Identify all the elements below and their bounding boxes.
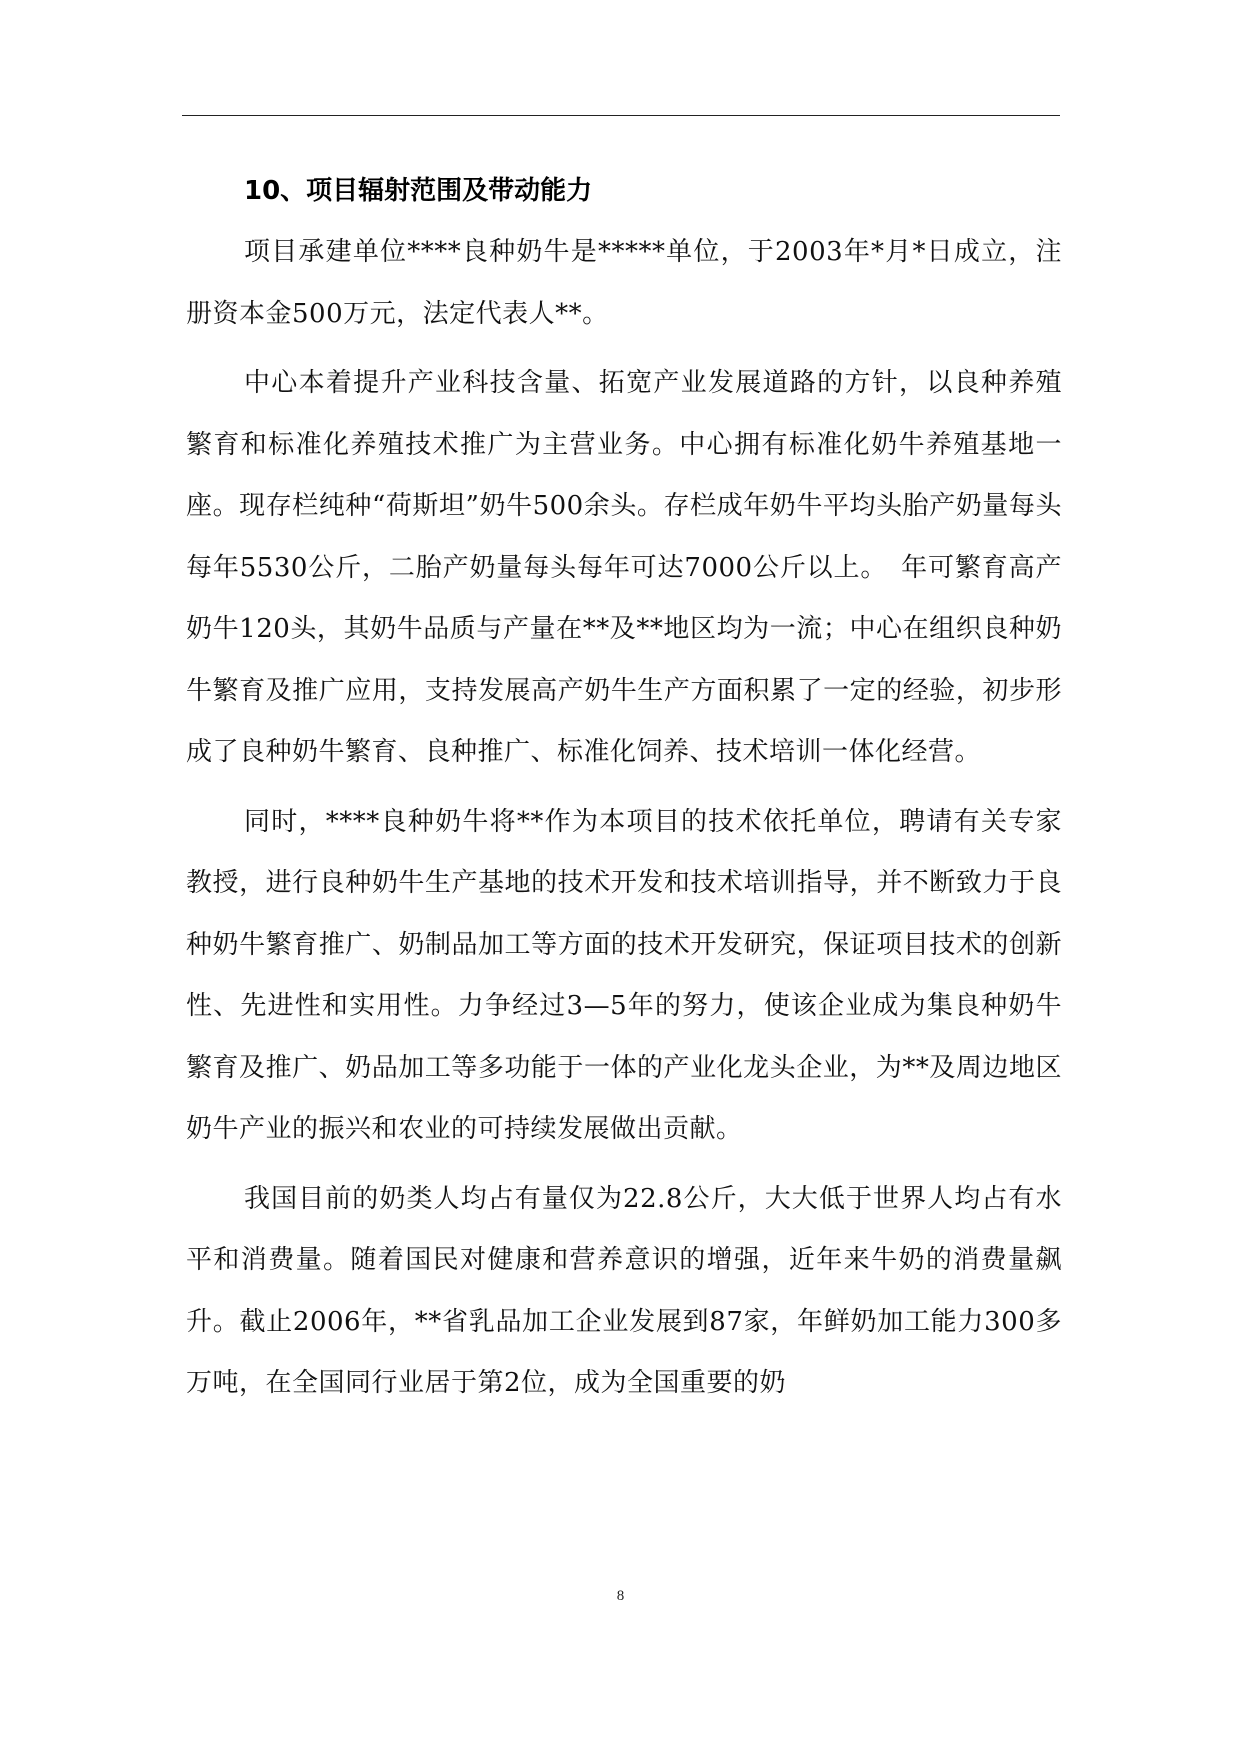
page-number: 8 bbox=[616, 1588, 625, 1604]
section-heading: 10、项目辐射范围及带动能力 bbox=[244, 176, 593, 206]
page-body bbox=[186, 160, 1062, 1423]
paragraph-technical-support: 同时，****良种奶牛将**作为本项目的技术依托单位，聘请有关专家教授，进行良种奶牛生产基地的技术开发和技术培训指导，并不断致力于良种奶牛繁育推广、奶制品加工等方面的技术开发研究，保证项目技术的创新性、先进性和实用性。力争经过3—5年的努力，使该企业成为集良种奶牛繁育及推广、奶品加工等多功能于一体的产业化龙头企业，为**及周边地区奶牛产业的振兴和农业的可持续发展做出贡献。 bbox=[186, 806, 1062, 1144]
paragraph-market-consumption: 我国目前的奶类人均占有量仅为22.8公斤，大大低于世界人均占有水平和消费量。随着国民对健康和营养意识的增强，近年来牛奶的消费量飙升。截止2006年，**省乳品加工企业发展到87家，年鲜奶加工能力300多万吨，在全国同行业居于第2位，成为全国重要的奶 bbox=[186, 1183, 1062, 1398]
paragraph-company-info: 项目承建单位****良种奶牛是*****单位，于2003年*月*日成立，注册资本金500万元，法定代表人**。 bbox=[186, 237, 1062, 329]
paragraph-center-overview: 中心本着提升产业科技含量、拓宽产业发展道路的方针，以良种养殖繁育和标准化养殖技术推广为主营业务。中心拥有标准化奶牛养殖基地一座。现存栏纯种“荷斯坦”奶牛500余头。存栏成年奶牛平均头胎产奶量每头每年5530公斤，二胎产奶量每头每年可达7000公斤以上。 年可繁育高产奶牛120头，其奶牛品质与产量在**及**地区均为一流；中心在组织良种奶牛繁育及推广应用，支持发展高产奶牛生产方面积累了一定的经验，初步形成了良种奶牛繁育、良种推广、标准化饲养、技术培训一体化经营。 bbox=[186, 368, 1062, 767]
header-rule bbox=[182, 115, 1060, 116]
